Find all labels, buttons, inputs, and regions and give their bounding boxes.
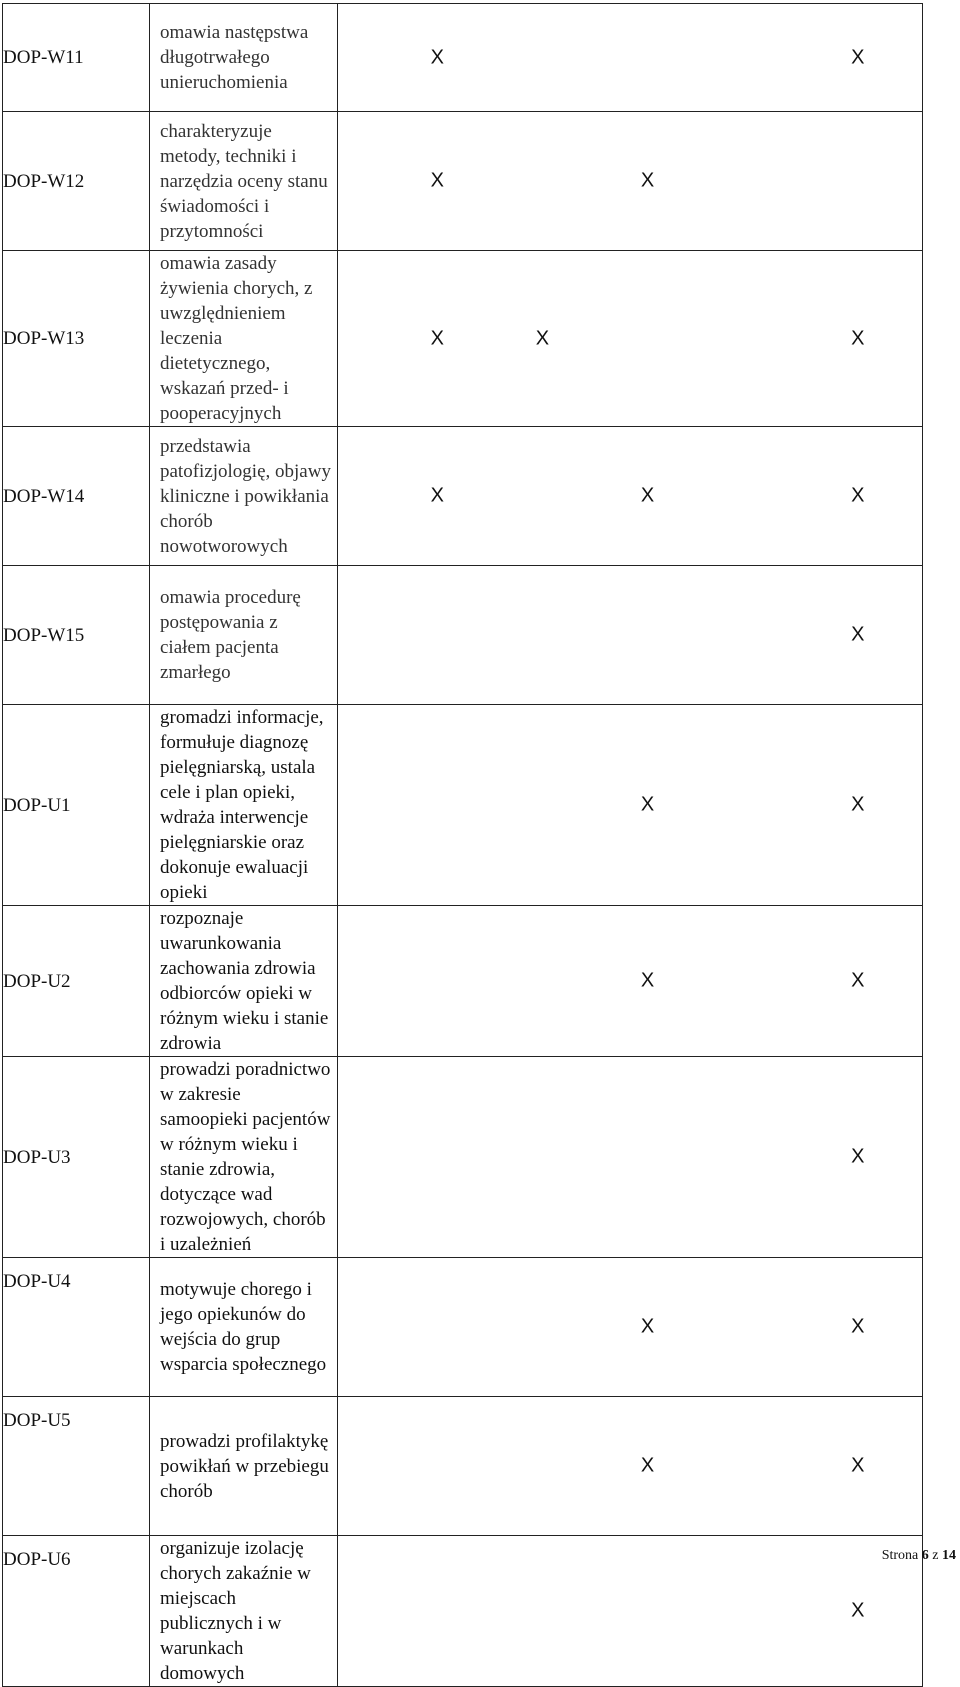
footer-page-number: 6 [921, 1548, 929, 1563]
table-row [3, 1397, 923, 1536]
table-row [3, 1536, 923, 1687]
footer-prefix: Strona [881, 1548, 919, 1563]
mark-x: X [640, 1315, 655, 1338]
outcome-description: prowadzi poradnictwo w zakresie samoopieki pacjentów w różnym wieku i stanie zdrowia, dotyczące wad rozwojowych, chorób i uzależnień [150, 1057, 338, 1258]
marks-cell [338, 1536, 923, 1687]
mark-x: X [430, 327, 444, 349]
marks-cell [338, 566, 923, 705]
mark-x: X [851, 1145, 865, 1168]
marks-cell [338, 1397, 923, 1536]
outcome-code: DOP-W11 [3, 4, 150, 112]
page-footer [882, 1548, 956, 1564]
outcome-code: DOP-W13 [3, 251, 150, 427]
outcome-description: motywuje chorego i jego opiekunów do wejścia do grup wsparcia społecznego [150, 1258, 338, 1397]
outcome-description: organizuje izolację chorych zakaźnie w miejscach publicznych i w warunkach domowych [150, 1536, 338, 1687]
outcome-description: gromadzi informacje, formułuje diagnozę pielęgniarską, ustala cele i plan opieki, wdraża interwencje pielęgniarskie oraz dokonuje ewaluacji opieki [150, 705, 338, 906]
marks-cell [338, 4, 923, 112]
table-row [3, 1057, 923, 1258]
mark-x: X [640, 793, 655, 816]
outcome-code: DOP-W14 [3, 427, 150, 566]
marks-cell [338, 705, 923, 906]
outcome-description: omawia procedurę postępowania z ciałem pacjenta zmarłego [150, 566, 338, 705]
table-row [3, 566, 923, 705]
mark-x: X [851, 793, 865, 816]
outcome-description: prowadzi profilaktykę powikłań w przebiegu chorób [150, 1397, 338, 1536]
outcomes-table [2, 3, 923, 1687]
mark-x: X [640, 1454, 655, 1477]
marks-cell [338, 112, 923, 251]
outcome-description: omawia następstwa długotrwałego unieruchomienia [150, 4, 338, 112]
mark-x: X [851, 484, 865, 507]
outcome-code: DOP-U3 [3, 1057, 150, 1258]
marks-cell [338, 906, 923, 1057]
mark-x: X [851, 969, 865, 992]
mark-x: X [640, 484, 655, 507]
table-row [3, 427, 923, 566]
outcome-code: DOP-U6 [3, 1536, 150, 1687]
marks-cell [338, 1057, 923, 1258]
marks-cell [338, 251, 923, 427]
outcome-code: DOP-U5 [3, 1397, 150, 1536]
mark-x: X [640, 969, 655, 992]
footer-total-pages: 14 [942, 1548, 956, 1563]
table-row [3, 906, 923, 1057]
table-row [3, 1258, 923, 1397]
footer-separator: z [932, 1548, 939, 1563]
outcome-code: DOP-U2 [3, 906, 150, 1057]
mark-x: X [851, 1454, 865, 1477]
outcome-description: charakteryzuje metody, techniki i narzędzia oceny stanu świadomości i przytomności [150, 112, 338, 251]
outcome-code: DOP-U1 [3, 705, 150, 906]
mark-x: X [430, 169, 444, 192]
mark-x: X [430, 484, 444, 507]
mark-x: X [851, 623, 865, 646]
mark-x: X [851, 1599, 865, 1622]
table-row [3, 705, 923, 906]
mark-x: X [535, 327, 550, 349]
outcome-description: omawia zasady żywienia chorych, z uwzględnieniem leczenia dietetycznego, wskazań przed- i pooperacyjnych [150, 251, 338, 427]
marks-cell [338, 427, 923, 566]
mark-x: X [430, 46, 444, 68]
outcome-code: DOP-U4 [3, 1258, 150, 1397]
outcome-description: rozpoznaje uwarunkowania zachowania zdrowia odbiorców opieki w różnym wieku i stanie zdrowia [150, 906, 338, 1057]
table-row [3, 112, 923, 251]
mark-x: X [851, 1315, 865, 1338]
mark-x: X [851, 327, 865, 349]
outcome-description: przedstawia patofizjologię, objawy kliniczne i powikłania chorób nowotworowych [150, 427, 338, 566]
mark-x: X [640, 169, 655, 192]
outcome-code: DOP-W12 [3, 112, 150, 251]
table-row [3, 4, 923, 112]
table-row [3, 251, 923, 427]
mark-x: X [851, 46, 865, 68]
outcome-code: DOP-W15 [3, 566, 150, 705]
marks-cell [338, 1258, 923, 1397]
